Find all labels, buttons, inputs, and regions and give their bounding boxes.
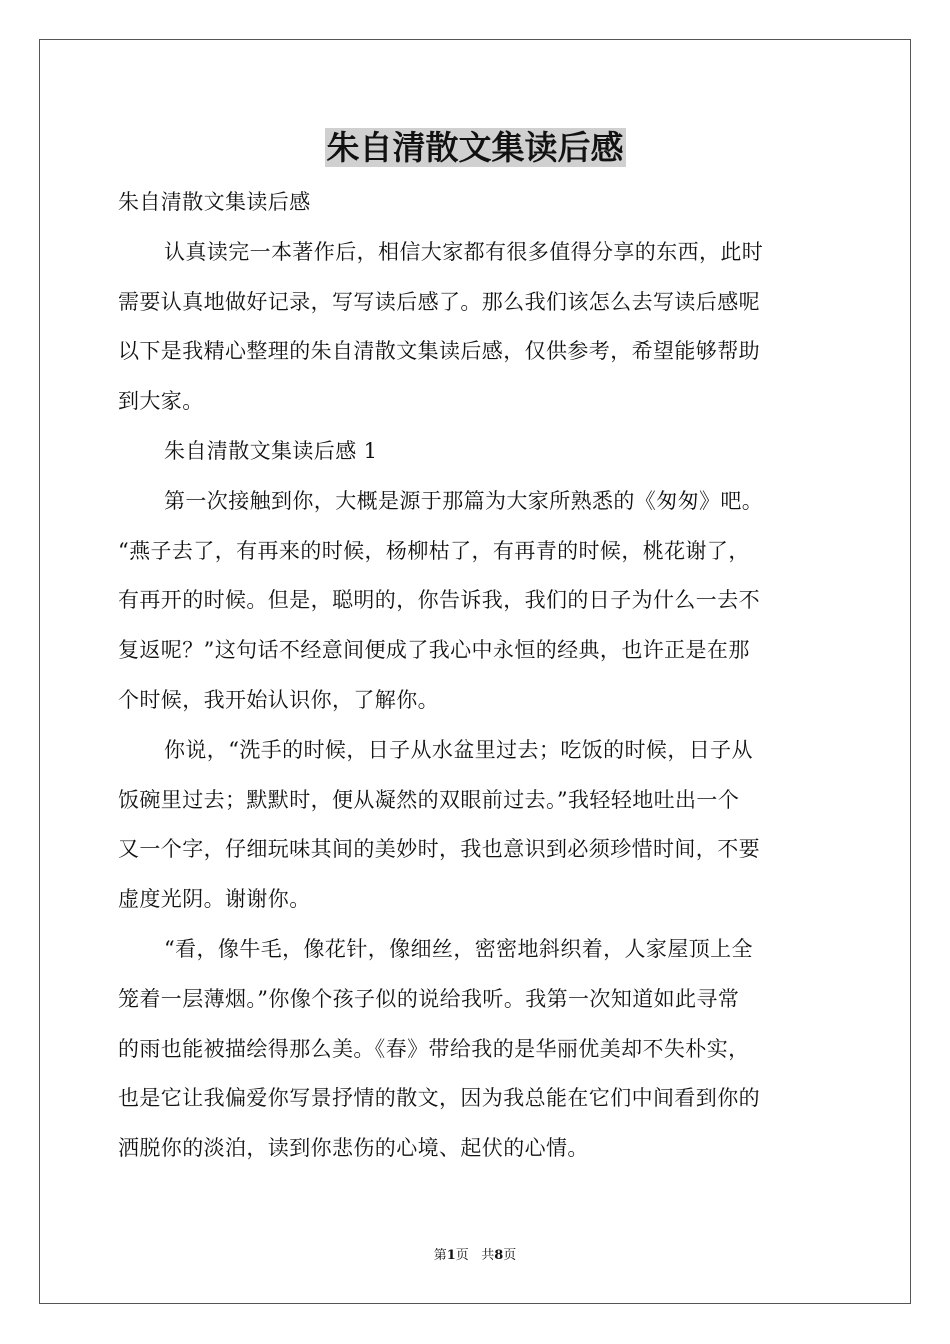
- page-footer: [0, 1247, 950, 1265]
- page-suffix: 页: [455, 1248, 469, 1263]
- paragraph-line: 又一个字，仔细玩味其间的美妙时，我也意识到必须珍惜时间，不要: [118, 837, 760, 862]
- document-body: [118, 178, 834, 1174]
- document-title-text: 朱自清散文集读后感: [326, 128, 624, 167]
- paragraph-line: 也是它让我偏爱你写景抒情的散文，因为我总能在它们中间看到你的: [118, 1086, 760, 1111]
- paragraph-line: 第一次接触到你，大概是源于那篇为大家所熟悉的《匆匆》吧。: [164, 488, 764, 513]
- paragraph-line: “燕子去了，有再来的时候，杨柳枯了，有再青的时候，桃花谢了，: [118, 538, 750, 563]
- total-pages: 8: [494, 1248, 504, 1263]
- total-suffix: 页: [503, 1248, 517, 1263]
- paragraph-line: 有再开的时候。但是，聪明的，你告诉我，我们的日子为什么一去不: [118, 588, 760, 613]
- paragraph-line: 到大家。: [118, 389, 204, 414]
- paragraph-line: 饭碗里过去；默默时，便从凝然的双眼前过去。”我轻轻地吐出一个: [118, 787, 740, 812]
- paragraph-line: 你说，“洗手的时候，日子从水盆里过去；吃饭的时候，日子从: [164, 737, 753, 762]
- paragraph-line: 认真读完一本著作后，相信大家都有很多值得分享的东西，此时: [164, 239, 764, 264]
- paragraph-line: 以下是我精心整理的朱自清散文集读后感，仅供参考，希望能够帮助: [118, 339, 760, 364]
- paragraph-line: “看，像牛毛，像花针，像细丝，密密地斜织着，人家屋顶上全: [164, 936, 753, 961]
- paragraph-line: 需要认真地做好记录，写写读后感了。那么我们该怎么去写读后感呢: [118, 289, 760, 314]
- paragraph-line: 洒脱你的淡泊，读到你悲伤的心境、起伏的心情。: [118, 1136, 589, 1161]
- paragraph-line: 个时候，我开始认识你，了解你。: [118, 687, 439, 712]
- paragraph-line: 笼着一层薄烟。”你像个孩子似的说给我听。我第一次知道如此寻常: [118, 986, 740, 1011]
- section-heading: 朱自清散文集读后感 1: [164, 438, 378, 463]
- paragraph-line: 的雨也能被描绘得那么美。《春》带给我的是华丽优美却不失朴实，: [118, 1036, 750, 1061]
- page-prefix: 第: [433, 1248, 447, 1263]
- document-title: [0, 124, 950, 172]
- paragraph-line: 复返呢？”这句话不经意间便成了我心中永恒的经典，也许正是在那: [118, 638, 750, 663]
- page-number: 1: [446, 1248, 456, 1263]
- total-prefix: 共: [481, 1248, 495, 1263]
- subtitle-line: 朱自清散文集读后感: [118, 190, 311, 214]
- paragraph-line: 虚度光阴。谢谢你。: [118, 887, 311, 912]
